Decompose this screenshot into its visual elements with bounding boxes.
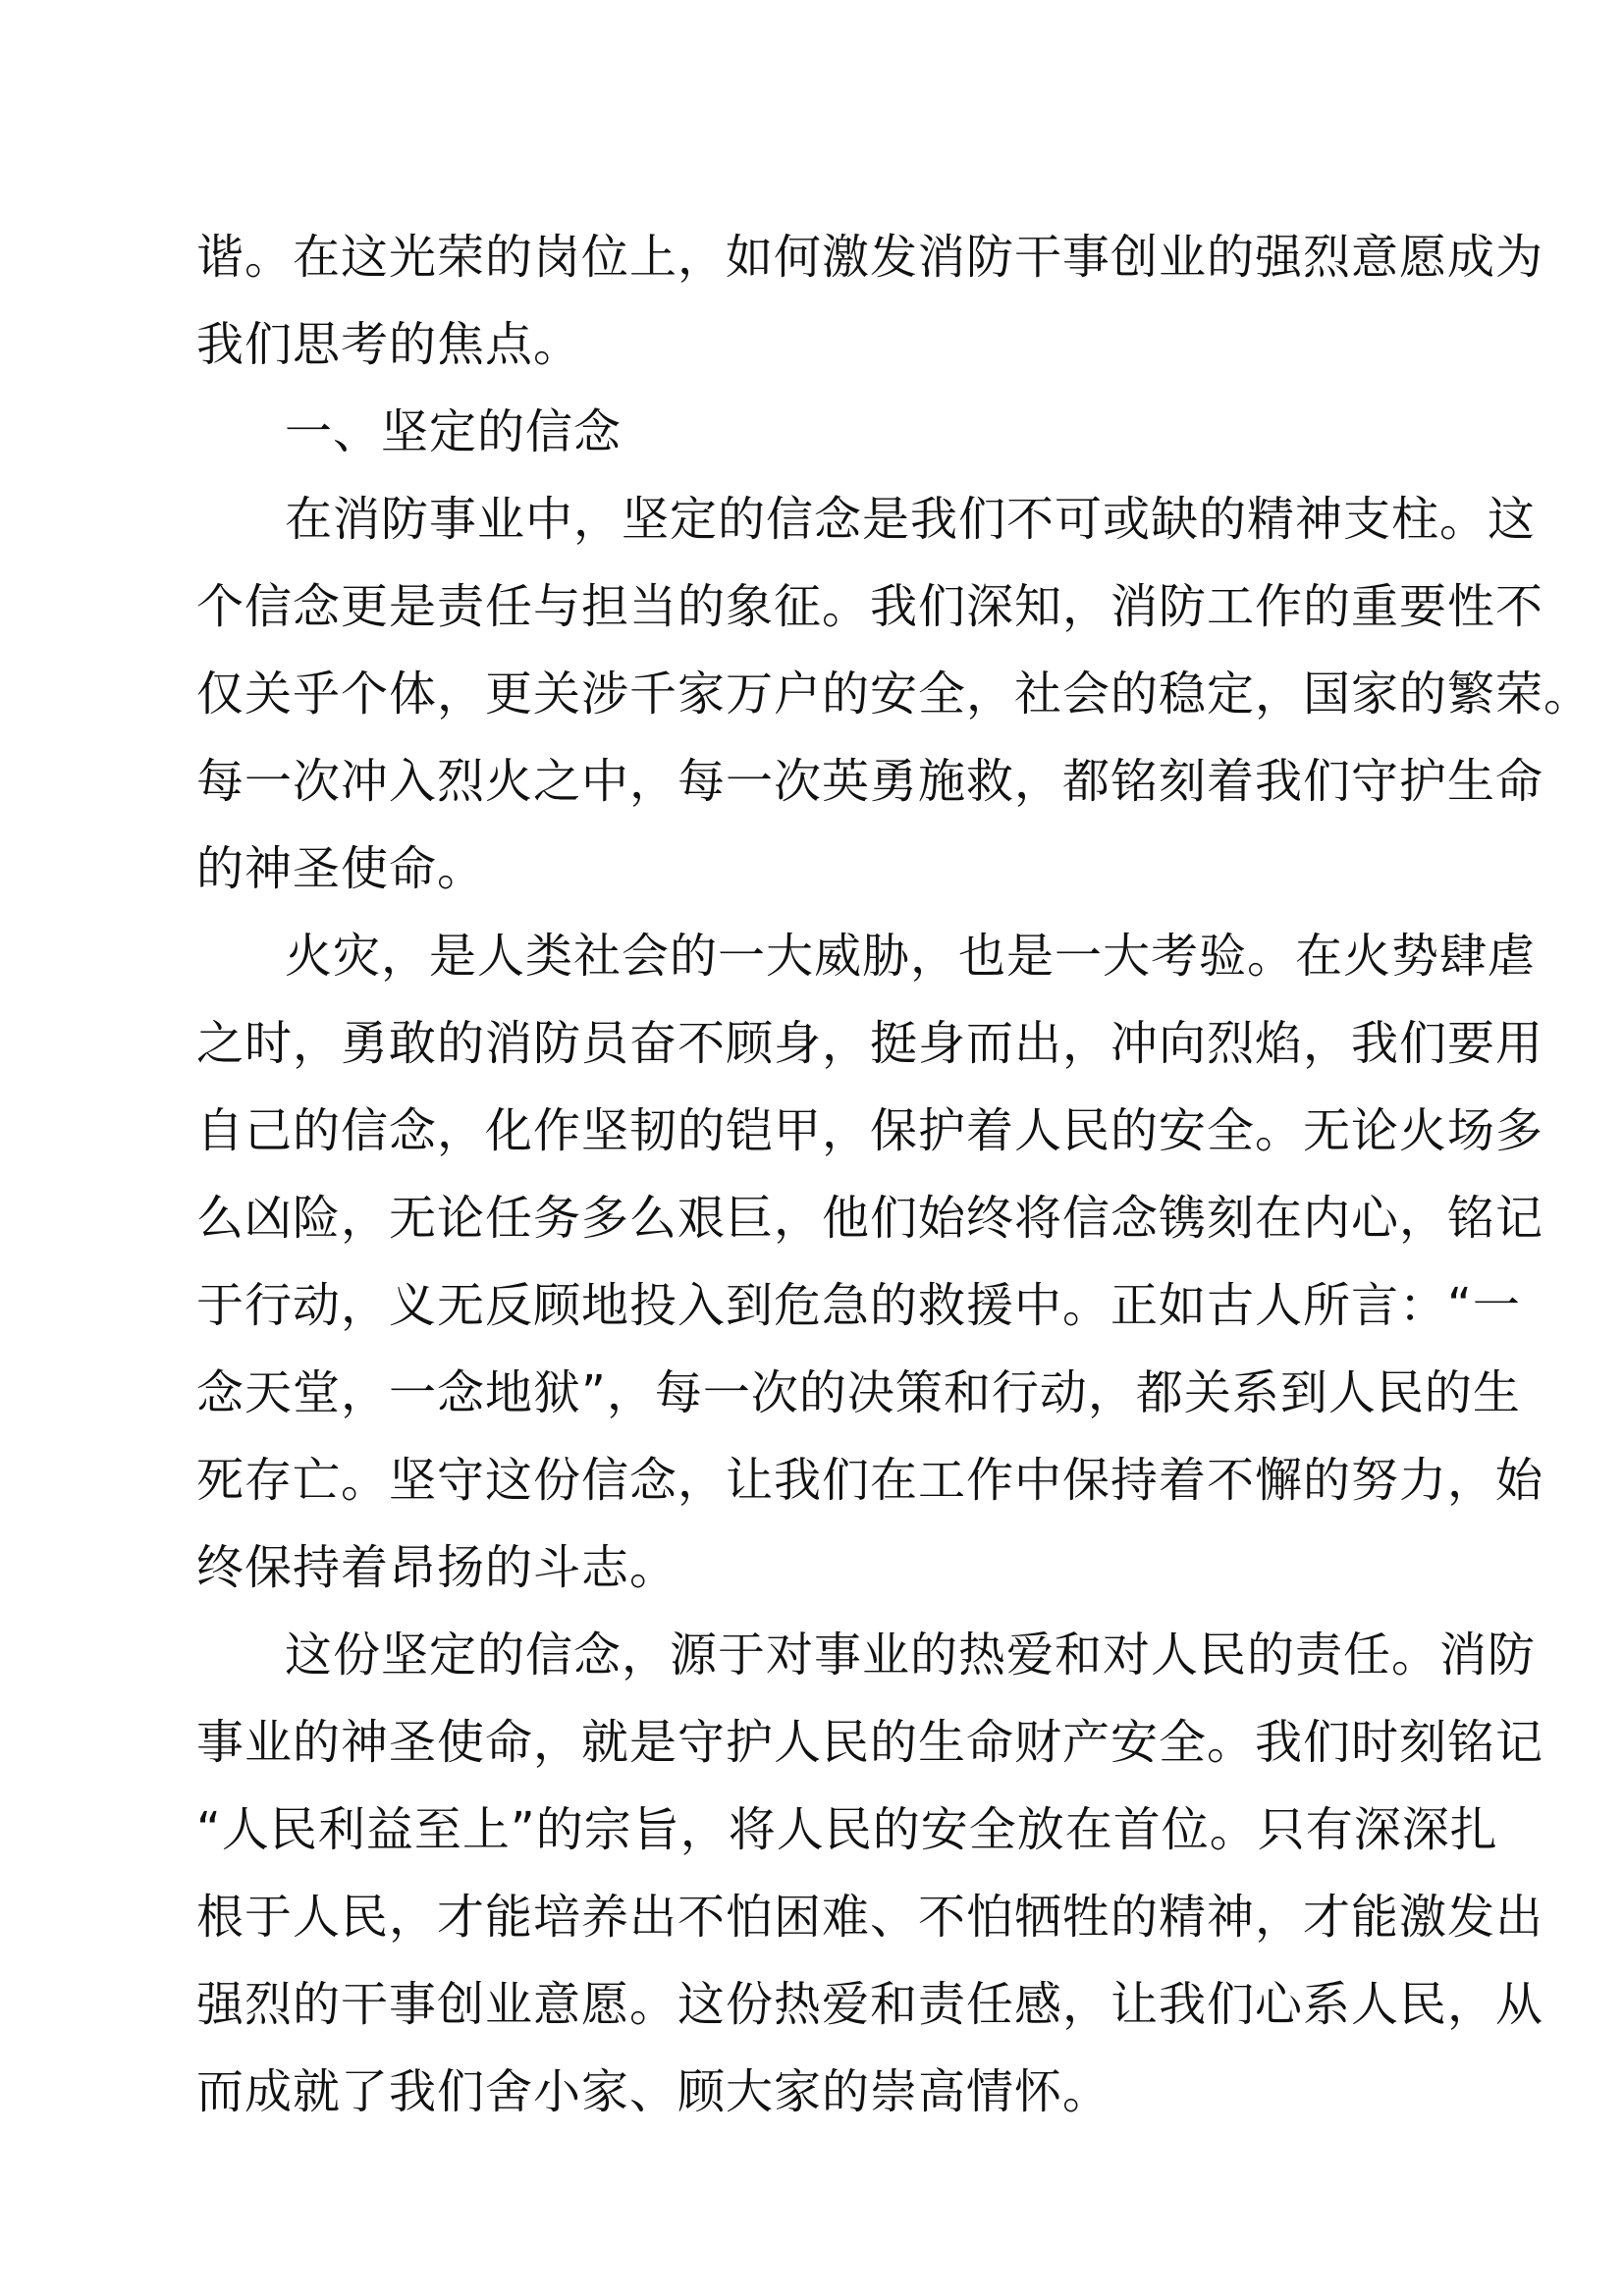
text-line: 仅关乎个体，更关涉千家万户的安全，社会的稳定，国家的繁荣。	[196, 667, 1593, 721]
text-line: 火灾，是人类社会的一大威胁，也是一大考验。在火势肆虐	[285, 929, 1537, 984]
document-page	[196, 214, 1593, 2136]
section-heading	[196, 389, 1443, 476]
text-line: 么凶险，无论任务多么艰巨，他们始终将信念镌刻在内心，铭记	[196, 1191, 1544, 1246]
text-line: 谐。在这光荣的岗位上，如何激发消防干事创业的强烈意愿成为	[196, 230, 1544, 285]
heading-text: 一、坚定的信念	[285, 404, 623, 459]
text-line: 终保持着昂扬的斗志。	[196, 1540, 678, 1595]
text-line: 念天堂，一念地狱”，每一次的决策和行动，都关系到人民的生	[196, 1365, 1521, 1420]
text-line: 之时，勇敢的消防员奋不顾身，挺身而出，冲向烈焰，我们要用	[196, 1016, 1544, 1071]
paragraph-1	[196, 476, 1593, 913]
text-line: 事业的神圣使命，就是守护人民的生命财产安全。我们时刻铭记	[196, 1715, 1544, 1770]
text-line: 每一次冲入烈火之中，每一次英勇施救，都铭刻着我们守护生命	[196, 754, 1544, 809]
text-line: 自己的信念，化作坚韧的铠甲，保护着人民的安全。无论火场多	[196, 1103, 1544, 1158]
text-line: 在消防事业中，坚定的信念是我们不可或缺的精神支柱。这	[285, 492, 1537, 547]
text-line: 个信念更是责任与担当的象征。我们深知，消防工作的重要性不	[196, 579, 1544, 634]
text-line: “人民利益至上”的宗旨，将人民的安全放在首位。只有深深扎	[196, 1802, 1498, 1857]
text-line: 的神圣使命。	[196, 841, 486, 896]
text-line: 这份坚定的信念，源于对事业的热爱和对人民的责任。消防	[285, 1628, 1537, 1682]
text-line: 于行动，义无反顾地投入到危急的救援中。正如古人所言：“一	[196, 1278, 1521, 1333]
text-line: 而成就了我们舍小家、顾大家的崇高情怀。	[196, 2064, 1111, 2119]
text-line: 我们思考的焦点。	[196, 317, 582, 372]
paragraph-intro-end	[196, 214, 1544, 389]
paragraph-2	[196, 913, 1544, 1612]
text-line: 强烈的干事创业意愿。这份热爱和责任感，让我们心系人民，从	[196, 1977, 1544, 2032]
text-line: 根于人民，才能培养出不怕困难、不怕牺牲的精神，才能激发出	[196, 1890, 1544, 1945]
paragraph-3	[196, 1612, 1544, 2136]
text-line: 死存亡。坚守这份信念，让我们在工作中保持着不懈的努力，始	[196, 1453, 1544, 1508]
